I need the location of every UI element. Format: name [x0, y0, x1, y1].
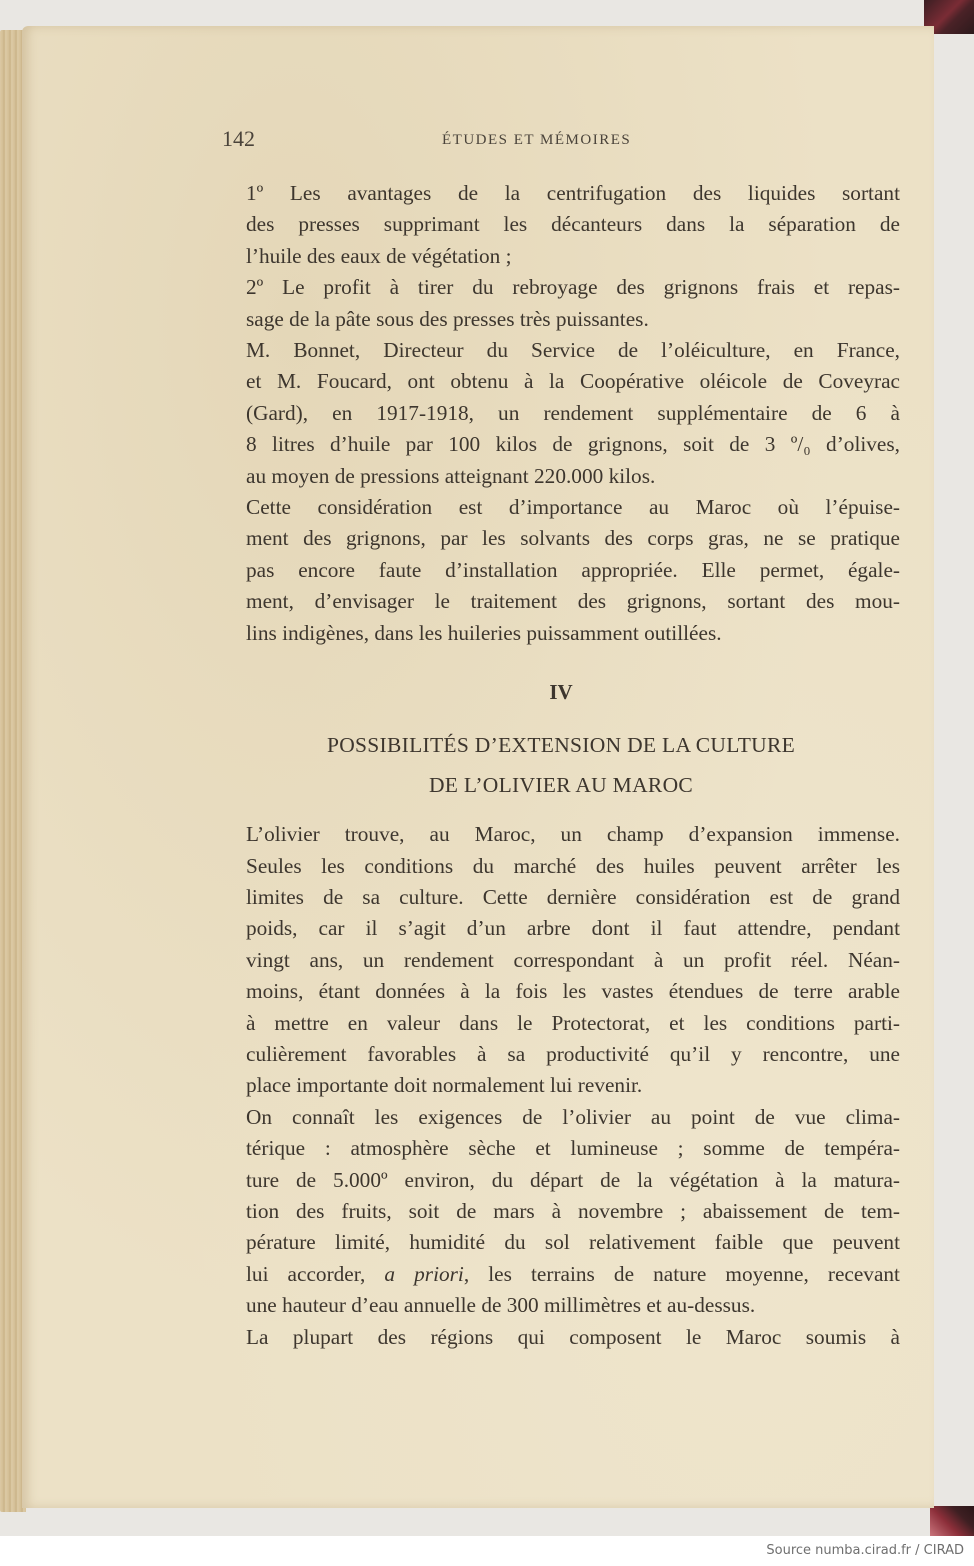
source-credit: Source numba.cirad.fr / CIRAD [766, 1543, 964, 1558]
paragraph-1 [222, 178, 900, 272]
text-line: l’huile des eaux de végétation ; [246, 243, 512, 268]
text-line: sage de la pâte sous des presses très puissantes. [246, 306, 649, 331]
text-line: Seules les conditions du marché des huiles peuvent arrêter les [246, 853, 900, 878]
paragraph-3 [222, 335, 900, 492]
text-line: lins indigènes, dans les huileries puissamment outillées. [246, 620, 722, 645]
running-head [222, 124, 900, 154]
text-line: L’olivier trouve, au Maroc, un champ d’expansion immense. [246, 822, 900, 847]
paragraph-2 [222, 272, 900, 335]
text-line: 1º Les avantages de la centrifugation des liquides sortant [246, 181, 900, 205]
text-line: pérature limité, humidité du sol relativement faible que peuvent [246, 1230, 900, 1255]
section-number: IV [549, 680, 573, 705]
text-line: limites de sa culture. Cette dernière considération est de grand [246, 884, 900, 909]
text-line: moins, étant données à la fois les vastes étendues de terre arable [246, 979, 900, 1004]
text-line: au moyen de pressions atteignant 220.000 kilos. [246, 463, 656, 488]
text-line: ment, d’envisager le traitement des grignons, sortant des mou- [246, 589, 900, 614]
section-title-line: DE L’OLIVIER AU MAROC [428, 773, 694, 798]
text-line: pas encore faute d’installation appropriée. Elle permet, égale- [246, 557, 900, 582]
paragraph-6 [222, 1102, 900, 1322]
text-segment: , les terrains de nature moyenne, recevant [463, 1261, 900, 1286]
body-text [222, 178, 900, 1353]
text-line: vingt ans, un rendement correspondant à un profit réel. Néan- [246, 947, 900, 972]
text-line: à mettre en valeur dans le Protectorat, et les conditions parti- [246, 1010, 900, 1035]
paragraph-4 [222, 492, 900, 649]
text-line: On connaît les exigences de l’olivier au point de vue clima- [246, 1104, 900, 1129]
text-line: ment des grignons, par les solvants des corps gras, ne se pratique [246, 526, 900, 551]
text-segment: lui accorder, [246, 1261, 385, 1286]
text-line: 2º Le profit à tirer du rebroyage des grignons frais et repas- [246, 275, 900, 300]
text-line: culièrement favorables à sa productivité qu’il y rencontre, une [246, 1041, 900, 1066]
book-cover-corner-bottom [930, 1506, 974, 1536]
text-line: une hauteur d’eau annuelle de 300 millimètres et au-dessus. [246, 1293, 756, 1318]
paragraph-7 [222, 1322, 900, 1353]
text-line: place importante doit normalement lui revenir. [246, 1073, 643, 1098]
text-line: M. Bonnet, Directeur du Service de l’oléiculture, en France, [246, 338, 900, 363]
italic-phrase: a priori [384, 1261, 464, 1286]
text-line: des presses supprimant les décanteurs dans la séparation de [246, 212, 900, 237]
paragraph-5 [222, 819, 900, 1102]
running-title: ÉTUDES ET MÉMOIRES [442, 132, 632, 148]
section-title-line: POSSIBILITÉS D’EXTENSION DE LA CULTURE [326, 733, 796, 758]
section-heading [222, 725, 900, 805]
text-line-mixed [222, 1259, 900, 1290]
text-line: 8 litres d’huile par 100 kilos de grignons, soit de 3 º/₀ d’olives, [246, 432, 900, 457]
text-line: La plupart des régions qui composent le Maroc soumis à [246, 1324, 900, 1349]
text-line: poids, car il s’agit d’un arbre dont il faut attendre, pendant [246, 916, 900, 941]
text-line: ture de 5.000º environ, du départ de la végétation à la matura- [246, 1167, 900, 1192]
text-line: tion des fruits, soit de mars à novembre ; abaissement de tem- [246, 1198, 900, 1223]
page-number: 142 [222, 126, 255, 151]
text-line: térique : atmosphère sèche et lumineuse ; somme de tempéra- [246, 1136, 900, 1161]
text-line: (Gard), en 1917-1918, un rendement supplémentaire de 6 à [246, 400, 900, 425]
text-line: Cette considération est d’importance au Maroc où l’épuise- [246, 495, 900, 520]
text-line: et M. Foucard, ont obtenu à la Coopérative oléicole de Coveyrac [246, 369, 900, 394]
section-spacer [222, 805, 900, 819]
